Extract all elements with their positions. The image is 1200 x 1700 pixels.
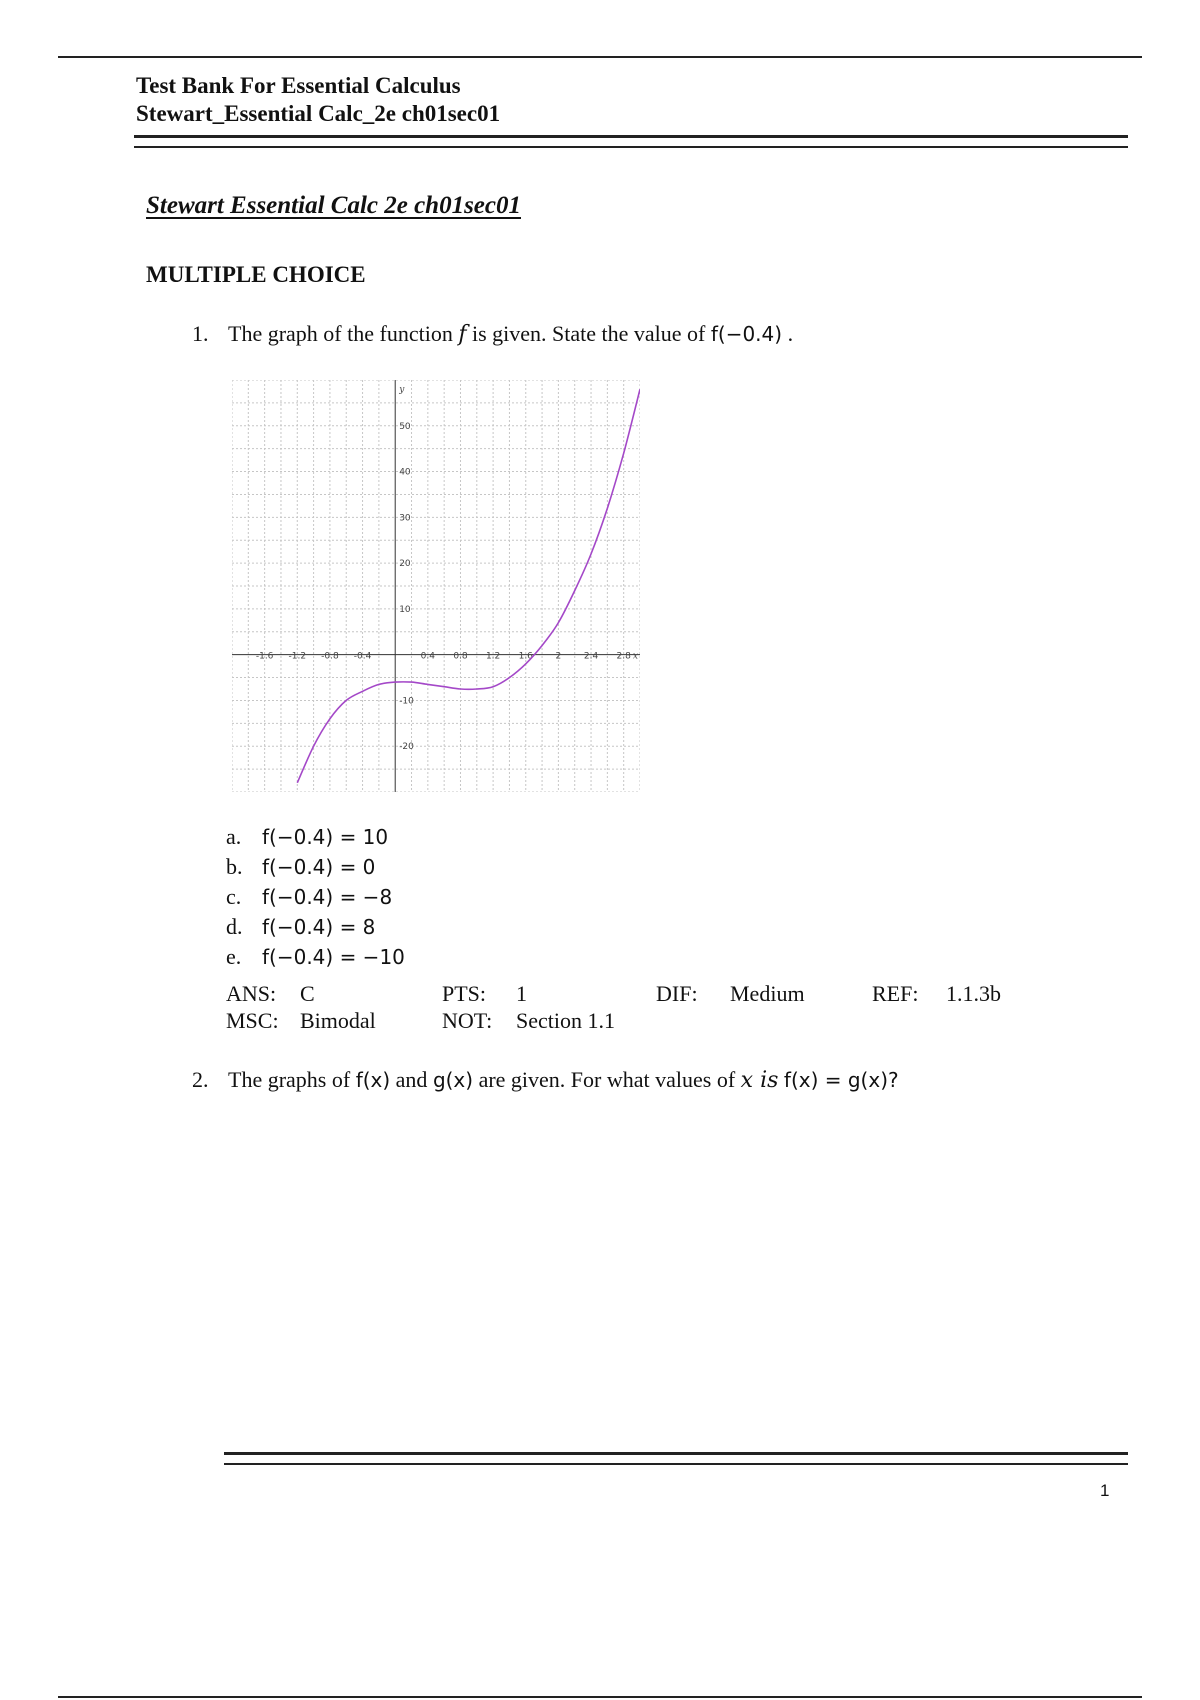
y-tick-label: 10 xyxy=(399,604,411,615)
ref-value: 1.1.3b xyxy=(946,981,1001,1006)
choice-d-text: f(−0.4) = 8 xyxy=(262,915,376,939)
pts-value: 1 xyxy=(516,981,527,1006)
header-title: Test Bank For Essential Calculus xyxy=(136,73,461,98)
metadata-row-2 xyxy=(226,1007,1126,1034)
choice-b xyxy=(226,852,405,882)
question-2-text-and: and xyxy=(395,1067,428,1092)
x-tick-label: 2.8 xyxy=(616,651,631,662)
question-2-g-expression: g(x) xyxy=(432,1068,474,1092)
question-2-text-start: The graphs of xyxy=(228,1067,351,1092)
choice-a-label: a. xyxy=(226,824,242,849)
x-axis-label: x xyxy=(632,651,638,662)
x-tick-label: 2.4 xyxy=(583,651,599,662)
x-tick-label: 1.6 xyxy=(518,651,533,662)
question-2-equation: f(x) = g(x)? xyxy=(783,1068,899,1092)
question-2-text-mid: are given. For what values of xyxy=(478,1067,736,1092)
document-header xyxy=(136,72,500,128)
x-tick-label: -0.8 xyxy=(321,651,339,662)
metadata-row-1 xyxy=(226,980,1126,1007)
question-1-text-mid: is given. State the value of xyxy=(471,321,706,346)
ans-label: ANS: xyxy=(226,981,277,1006)
question-1-text-start: The graph of the function xyxy=(228,321,453,346)
answer-choices xyxy=(226,822,405,972)
msc-value: Bimodal xyxy=(300,1008,376,1033)
x-tick-label: 1.2 xyxy=(485,651,501,662)
multiple-choice-heading: MULTIPLE CHOICE xyxy=(146,262,366,287)
not-value: Section 1.1 xyxy=(516,1008,615,1033)
not-label: NOT: xyxy=(442,1008,493,1033)
question-1-number: 1. xyxy=(192,321,209,346)
question-1-expression: f(−0.4) xyxy=(710,322,783,346)
header-double-rule xyxy=(134,135,1128,148)
choice-d-label: d. xyxy=(226,914,243,939)
dif-label: DIF: xyxy=(656,981,698,1006)
answer-metadata xyxy=(226,980,1126,1034)
choice-e-label: e. xyxy=(226,944,242,969)
x-tick-label: 2 xyxy=(555,651,562,662)
question-2-f-expression: f(x) xyxy=(355,1068,391,1092)
header-subtitle: Stewart_Essential Calc_2e ch01sec01 xyxy=(136,101,501,126)
footer-double-rule xyxy=(224,1452,1128,1465)
y-axis-label: y xyxy=(399,385,405,395)
x-tick-label: -1.6 xyxy=(255,651,274,662)
question-1-function-symbol: f xyxy=(458,322,467,347)
pts-label: PTS: xyxy=(442,981,487,1006)
y-tick-label: -10 xyxy=(399,696,414,707)
question-2 xyxy=(192,1066,899,1095)
choice-e-text: f(−0.4) = −10 xyxy=(262,945,405,969)
y-tick-label: 40 xyxy=(399,467,411,478)
choice-e xyxy=(226,942,405,972)
question-2-x-is: x is xyxy=(740,1068,779,1093)
question-2-number: 2. xyxy=(192,1067,209,1092)
dif-value: Medium xyxy=(730,981,805,1006)
ans-value: C xyxy=(300,981,315,1006)
function-graph xyxy=(232,380,640,792)
top-page-rule xyxy=(58,56,1142,58)
choice-b-label: b. xyxy=(226,854,243,879)
choice-c xyxy=(226,882,405,912)
question-1-text-end: . xyxy=(787,321,794,346)
y-tick-label: 50 xyxy=(399,421,411,432)
x-tick-label: 0.4 xyxy=(420,651,436,662)
x-tick-label: 0.8 xyxy=(453,651,468,662)
choice-a-text: f(−0.4) = 10 xyxy=(262,825,389,849)
choice-c-text: f(−0.4) = −8 xyxy=(262,885,393,909)
msc-label: MSC: xyxy=(226,1008,279,1033)
y-tick-label: 30 xyxy=(399,513,411,524)
x-tick-label: -0.4 xyxy=(353,651,372,662)
section-title: Stewart Essential Calc 2e ch01sec01 xyxy=(146,192,521,219)
question-1 xyxy=(192,320,793,349)
choice-b-text: f(−0.4) = 0 xyxy=(262,855,376,879)
choice-c-label: c. xyxy=(226,884,242,909)
page-number: 1 xyxy=(1100,1481,1110,1500)
y-tick-label: 20 xyxy=(399,559,411,570)
choice-a xyxy=(226,822,405,852)
ref-label: REF: xyxy=(872,981,919,1006)
choice-d xyxy=(226,912,405,942)
x-tick-label: -1.2 xyxy=(288,651,307,662)
y-tick-label: -20 xyxy=(399,742,414,753)
bottom-page-rule xyxy=(58,1696,1142,1698)
